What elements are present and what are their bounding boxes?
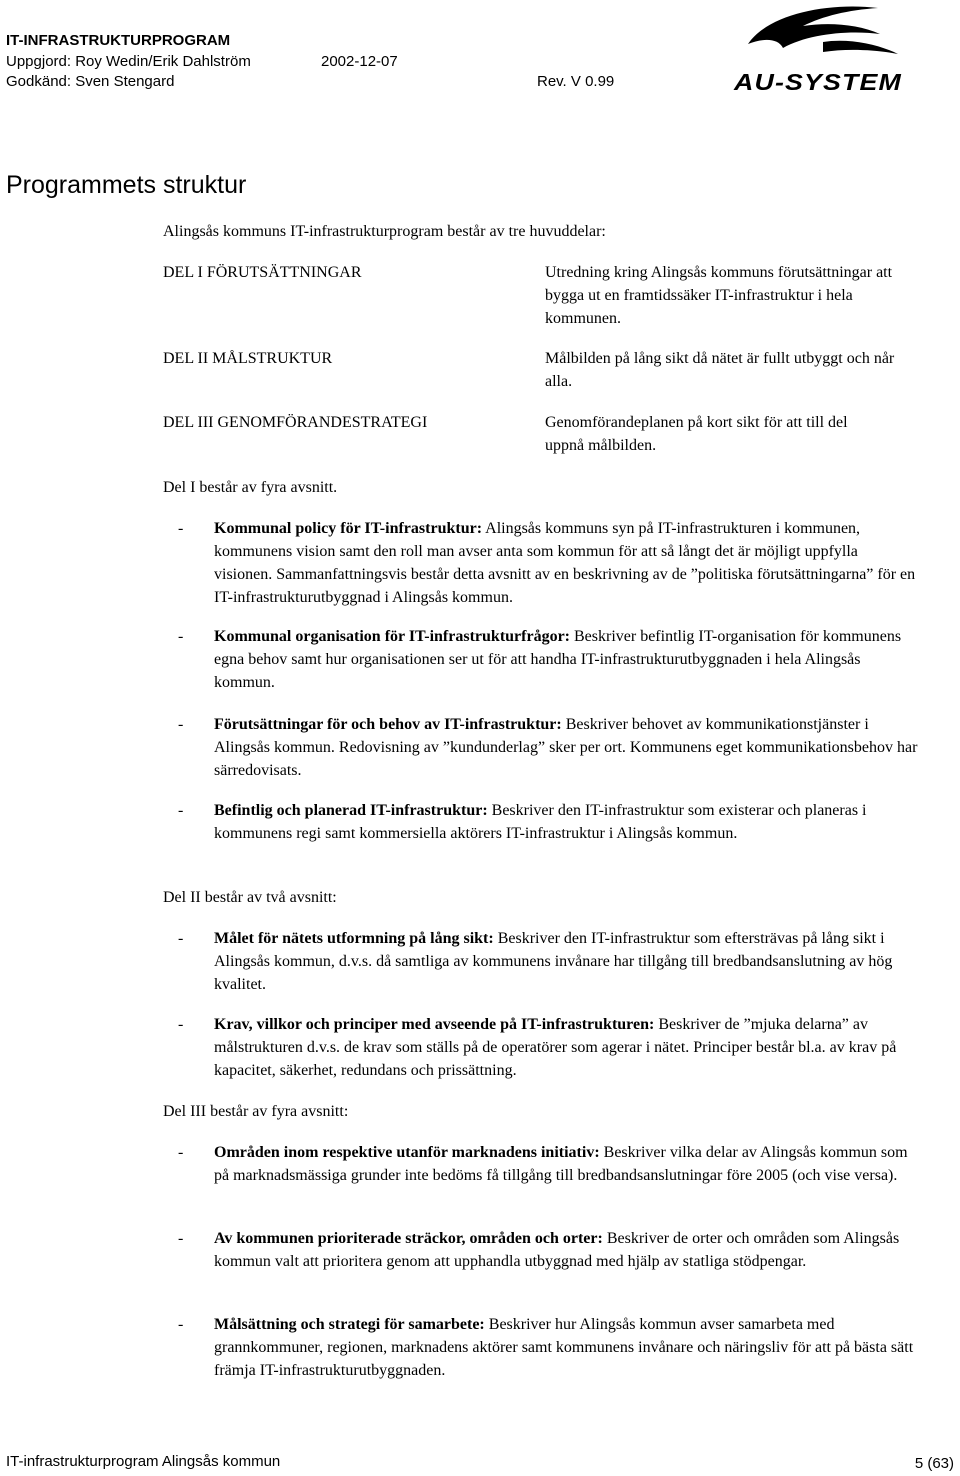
list-dash: -	[178, 628, 184, 645]
part-3-description: Genomförandeplanen på kort sikt för att till del uppnå målbilden.	[545, 414, 848, 454]
item-text: Beskriver de ”mjuka delarna” av målstrukturen d.v.s. de krav som ställs på de operatörer som agerar i nätet. Principer består bl.a. av krav på kapacitet, säkerhet, redundans och prissättning.	[214, 1016, 897, 1079]
document-program-title: IT-INFRASTRUKTURPROGRAM	[6, 32, 231, 49]
item-text: Beskriver den IT-infrastruktur som existerar och planeras i kommunens regi samt kommersiella aktörers IT-infrastruktur i Alingsås kommun.	[214, 802, 867, 842]
item-text: Alingsås kommuns syn på IT-infrastrukturen i kommunen, kommunens vision samt den roll man avser anta som kommun för att så långt det är möjligt uppfylla visionen. Sammanfattningsvis består detta avsnitt av en beskrivning av de ”politiska förutsättningarna” för en IT-infrastrukturutbyggnad i Alingsås kommun.	[214, 520, 916, 606]
list-item	[178, 625, 918, 694]
page-number: 5 (63)	[914, 1455, 954, 1472]
item-heading: Krav, villkor och principer med avseende på IT-infrastrukturen:	[214, 1016, 655, 1033]
logo-wordmark: AU-SYSTEM	[732, 69, 902, 95]
list-item	[178, 1141, 918, 1187]
approved-by-line: Godkänd: Sven Stengard	[6, 73, 175, 90]
list-dash: -	[178, 1016, 184, 1033]
list-item	[178, 1227, 918, 1273]
list-dash: -	[178, 1230, 184, 1247]
item-text: Beskriver de orter och områden som Alingsås kommun valt att prioritera genom att upphandla utbyggnad med hjälp av statliga stödpengar.	[214, 1230, 900, 1270]
part-1-description: Utredning kring Alingsås kommuns förutsättningar att bygga ut en framtidssäker IT-infrastruktur i hela kommunen.	[545, 264, 893, 327]
item-text: Beskriver hur Alingsås kommun avser samarbeta med grannkommuner, regionen, marknadens aktörer samt kommunens invånare och näringsliv för att på bästa sätt främja IT-infrastrukturutbyggnaden.	[214, 1316, 914, 1379]
part-2-description: Målbilden på lång sikt då nätet är fullt utbyggt och når alla.	[545, 350, 895, 390]
section-3-intro: Del III består av fyra avsnitt:	[163, 1103, 349, 1120]
list-item	[178, 799, 918, 845]
part-3-name: DEL III GENOMFÖRANDESTRATEGI	[163, 414, 428, 431]
intro-paragraph: Alingsås kommuns IT-infrastrukturprogram består av tre huvuddelar:	[163, 223, 606, 240]
list-item	[178, 713, 918, 782]
item-text: Beskriver vilka delar av Alingsås kommun som på marknadsmässiga grunder inte bedöms få tillgång till bredbandsanslutningar före 2005 (och vise versa).	[214, 1144, 908, 1184]
list-item	[178, 517, 918, 609]
section-heading: Programmets struktur	[6, 171, 247, 199]
item-heading: Befintlig och planerad IT-infrastruktur:	[214, 802, 488, 819]
list-item	[178, 1313, 918, 1382]
list-dash: -	[178, 716, 184, 733]
footer-document-name: IT-infrastrukturprogram Alingsås kommun	[6, 1453, 281, 1470]
list-dash: -	[178, 930, 184, 947]
logo-swoosh-icon	[748, 7, 880, 49]
item-heading: Förutsättningar för och behov av IT-infrastruktur:	[214, 716, 562, 733]
list-item	[178, 1013, 918, 1082]
list-item	[178, 927, 918, 996]
part-2-name: DEL II MÅLSTRUKTUR	[163, 350, 333, 367]
part-1-name: DEL I FÖRUTSÄTTNINGAR	[163, 264, 362, 281]
item-heading: Målet för nätets utformning på lång sikt:	[214, 930, 494, 947]
item-text: Beskriver behovet av kommunikationstjänster i Alingsås kommun. Redovisning av ”kundunderlag” sker per ort. Kommunens eget kommunikationsbehov har särredovisats.	[214, 716, 918, 779]
document-date: 2002-12-07	[321, 53, 398, 70]
item-text: Beskriver befintlig IT-organisation för kommunens egna behov samt hur organisationen ser ut för att handha IT-infrastrukturutbyggnaden i hela Alingsås kommun.	[214, 628, 902, 691]
list-dash: -	[178, 802, 184, 819]
item-heading: Kommunal policy för IT-infrastruktur:	[214, 520, 483, 537]
au-system-logo	[728, 4, 908, 96]
item-text: Beskriver den IT-infrastruktur som eftersträvas på lång sikt i Alingsås kommun, d.v.s. då samtliga av kommunens invånare har tillgång till bredbandsanslutning av hög kvalitet.	[214, 930, 893, 993]
author-line: Uppgjord: Roy Wedin/Erik Dahlström	[6, 53, 251, 70]
revision-label: Rev. V 0.99	[537, 73, 615, 90]
item-heading: Av kommunen prioriterade sträckor, områden och orter:	[214, 1230, 603, 1247]
list-dash: -	[178, 1316, 184, 1333]
item-heading: Områden inom respektive utanför marknadens initiativ:	[214, 1144, 600, 1161]
item-heading: Kommunal organisation för IT-infrastrukturfrågor:	[214, 628, 570, 645]
list-dash: -	[178, 1144, 184, 1161]
section-2-intro: Del II består av två avsnitt:	[163, 889, 337, 906]
list-dash: -	[178, 520, 184, 537]
section-1-intro: Del I består av fyra avsnitt.	[163, 479, 338, 496]
item-heading: Målsättning och strategi för samarbete:	[214, 1316, 485, 1333]
